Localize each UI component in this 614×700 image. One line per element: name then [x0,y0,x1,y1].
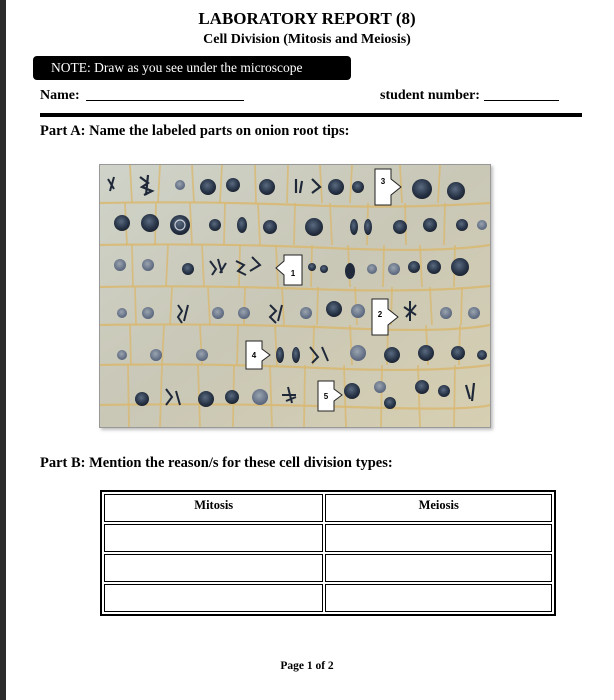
label-4: 4 [251,351,257,360]
table-row [104,524,552,552]
label-3: 3 [380,177,386,186]
student-number-label: student number: [380,88,480,103]
page-number: Page 1 of 2 [280,660,334,672]
part-a-heading: Part A: Name the labeled parts on onion root tips: [40,123,350,139]
answer-cell-meiosis[interactable] [325,584,552,612]
student-number-field [380,88,559,104]
divider-rule [40,113,582,117]
answer-cell-mitosis[interactable] [104,584,323,612]
answer-table [100,490,556,616]
part-b-heading: Part B: Mention the reason/s for these cell division types: [40,455,393,471]
name-field [40,88,244,104]
column-header-meiosis: Meiosis [325,494,552,522]
report-title: LABORATORY REPORT (8) [198,9,416,28]
label-2: 2 [377,310,383,319]
page-edge [0,0,6,700]
label-5: 5 [323,392,329,401]
micrograph-image [100,165,490,427]
answer-cell-mitosis[interactable] [104,554,323,582]
answer-cell-meiosis[interactable] [325,524,552,552]
table-row [104,554,552,582]
report-subtitle: Cell Division (Mitosis and Meiosis) [203,32,411,47]
table-row [104,584,552,612]
name-label: Name: [40,88,80,103]
table-header-row [104,494,552,522]
onion-root-tip-micrograph [99,164,491,428]
answer-cell-mitosis[interactable] [104,524,323,552]
note-banner: NOTE: Draw as you see under the microscope [33,56,351,80]
student-number-blank[interactable] [484,100,559,101]
label-1: 1 [290,269,296,278]
name-blank[interactable] [86,100,244,101]
answer-cell-meiosis[interactable] [325,554,552,582]
column-header-mitosis: Mitosis [104,494,323,522]
